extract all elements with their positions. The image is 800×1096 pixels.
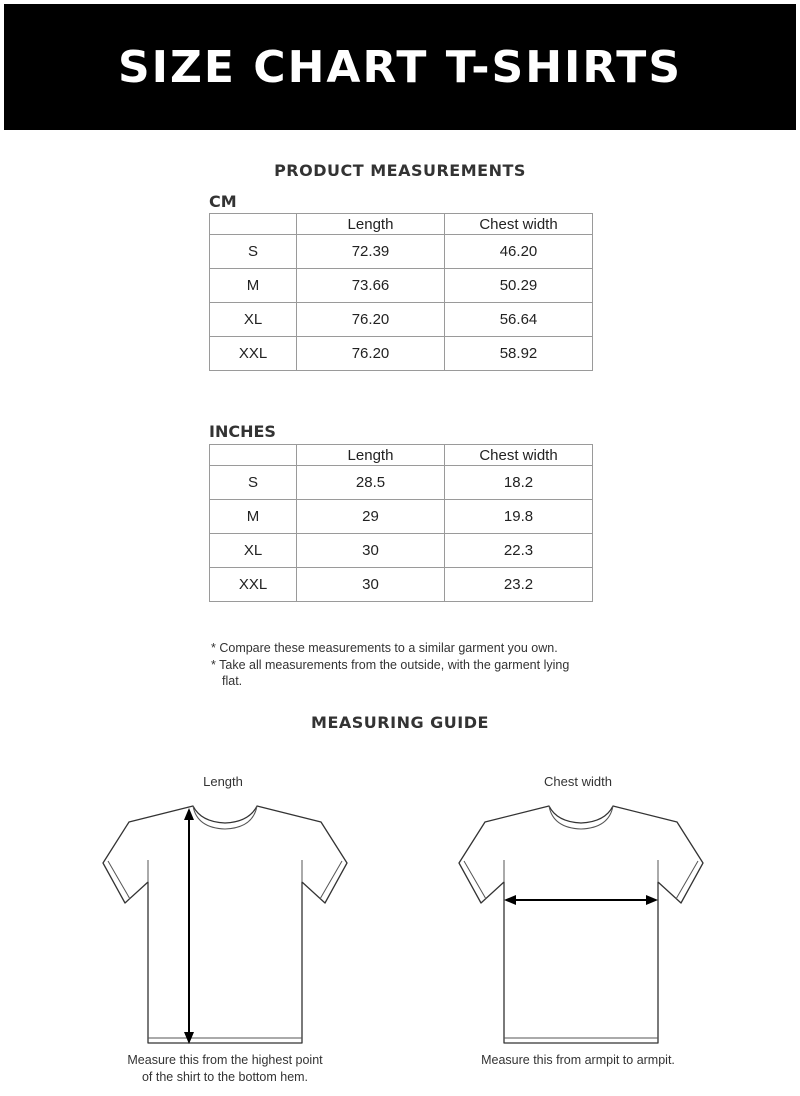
- column-header: Chest width: [445, 445, 593, 466]
- column-header: Length: [297, 445, 445, 466]
- chest-guide-caption: [448, 1052, 708, 1069]
- table-header-row: [210, 214, 593, 235]
- table-row: [210, 466, 593, 500]
- inches-unit-label: INCHES: [209, 422, 276, 441]
- table-row: [210, 568, 593, 602]
- table-row: [210, 337, 593, 371]
- inches-size-table: [209, 444, 593, 602]
- length-guide-label: Length: [203, 774, 243, 789]
- tshirt-outline: [103, 806, 347, 1043]
- table-row: [210, 303, 593, 337]
- length-guide-caption: [95, 1052, 355, 1086]
- measurement-notes: [211, 640, 611, 690]
- chest-cell: 50.29: [445, 269, 593, 303]
- chest-cell: 46.20: [445, 235, 593, 269]
- chest-cell: 56.64: [445, 303, 593, 337]
- table-row: [210, 269, 593, 303]
- size-cell: XL: [210, 303, 297, 337]
- length-cell: 76.20: [297, 303, 445, 337]
- note-item: * Take all measurements from the outside, with the garment lying flat.: [211, 657, 570, 688]
- chest-guide-label: Chest width: [544, 774, 612, 789]
- tshirt-length-illustration: [100, 800, 350, 1050]
- chest-cell: 23.2: [445, 568, 593, 602]
- column-header: Length: [297, 214, 445, 235]
- chest-cell: 22.3: [445, 534, 593, 568]
- tshirt-outline: [459, 806, 703, 1043]
- column-header: [210, 214, 297, 235]
- caption-line: Measure this from the highest point: [127, 1053, 323, 1067]
- chest-cell: 18.2: [445, 466, 593, 500]
- length-cell: 30: [297, 534, 445, 568]
- caption-line: Measure this from armpit to armpit.: [481, 1053, 675, 1067]
- table-row: [210, 534, 593, 568]
- size-cell: S: [210, 235, 297, 269]
- product-measurements-title: PRODUCT MEASUREMENTS: [274, 161, 526, 180]
- chest-cell: 19.8: [445, 500, 593, 534]
- measuring-guide-title: MEASURING GUIDE: [311, 713, 489, 732]
- note-item: * Compare these measurements to a similar garment you own.: [211, 641, 558, 655]
- size-cell: S: [210, 466, 297, 500]
- tshirt-chest-illustration: [456, 800, 706, 1050]
- length-cell: 28.5: [297, 466, 445, 500]
- page-title: SIZE CHART T-SHIRTS: [117, 41, 683, 93]
- length-cell: 76.20: [297, 337, 445, 371]
- column-header: Chest width: [445, 214, 593, 235]
- table-header-row: [210, 445, 593, 466]
- caption-line: of the shirt to the bottom hem.: [141, 1070, 309, 1084]
- size-cell: M: [210, 269, 297, 303]
- cm-unit-label: CM: [209, 192, 237, 211]
- size-cell: M: [210, 500, 297, 534]
- size-cell: XXL: [210, 568, 297, 602]
- chest-cell: 58.92: [445, 337, 593, 371]
- size-cell: XXL: [210, 337, 297, 371]
- length-cell: 30: [297, 568, 445, 602]
- table-row: [210, 235, 593, 269]
- table-row: [210, 500, 593, 534]
- size-cell: XL: [210, 534, 297, 568]
- header-banner: [4, 4, 796, 130]
- column-header: [210, 445, 297, 466]
- cm-size-table: [209, 213, 593, 371]
- length-cell: 73.66: [297, 269, 445, 303]
- length-cell: 29: [297, 500, 445, 534]
- length-cell: 72.39: [297, 235, 445, 269]
